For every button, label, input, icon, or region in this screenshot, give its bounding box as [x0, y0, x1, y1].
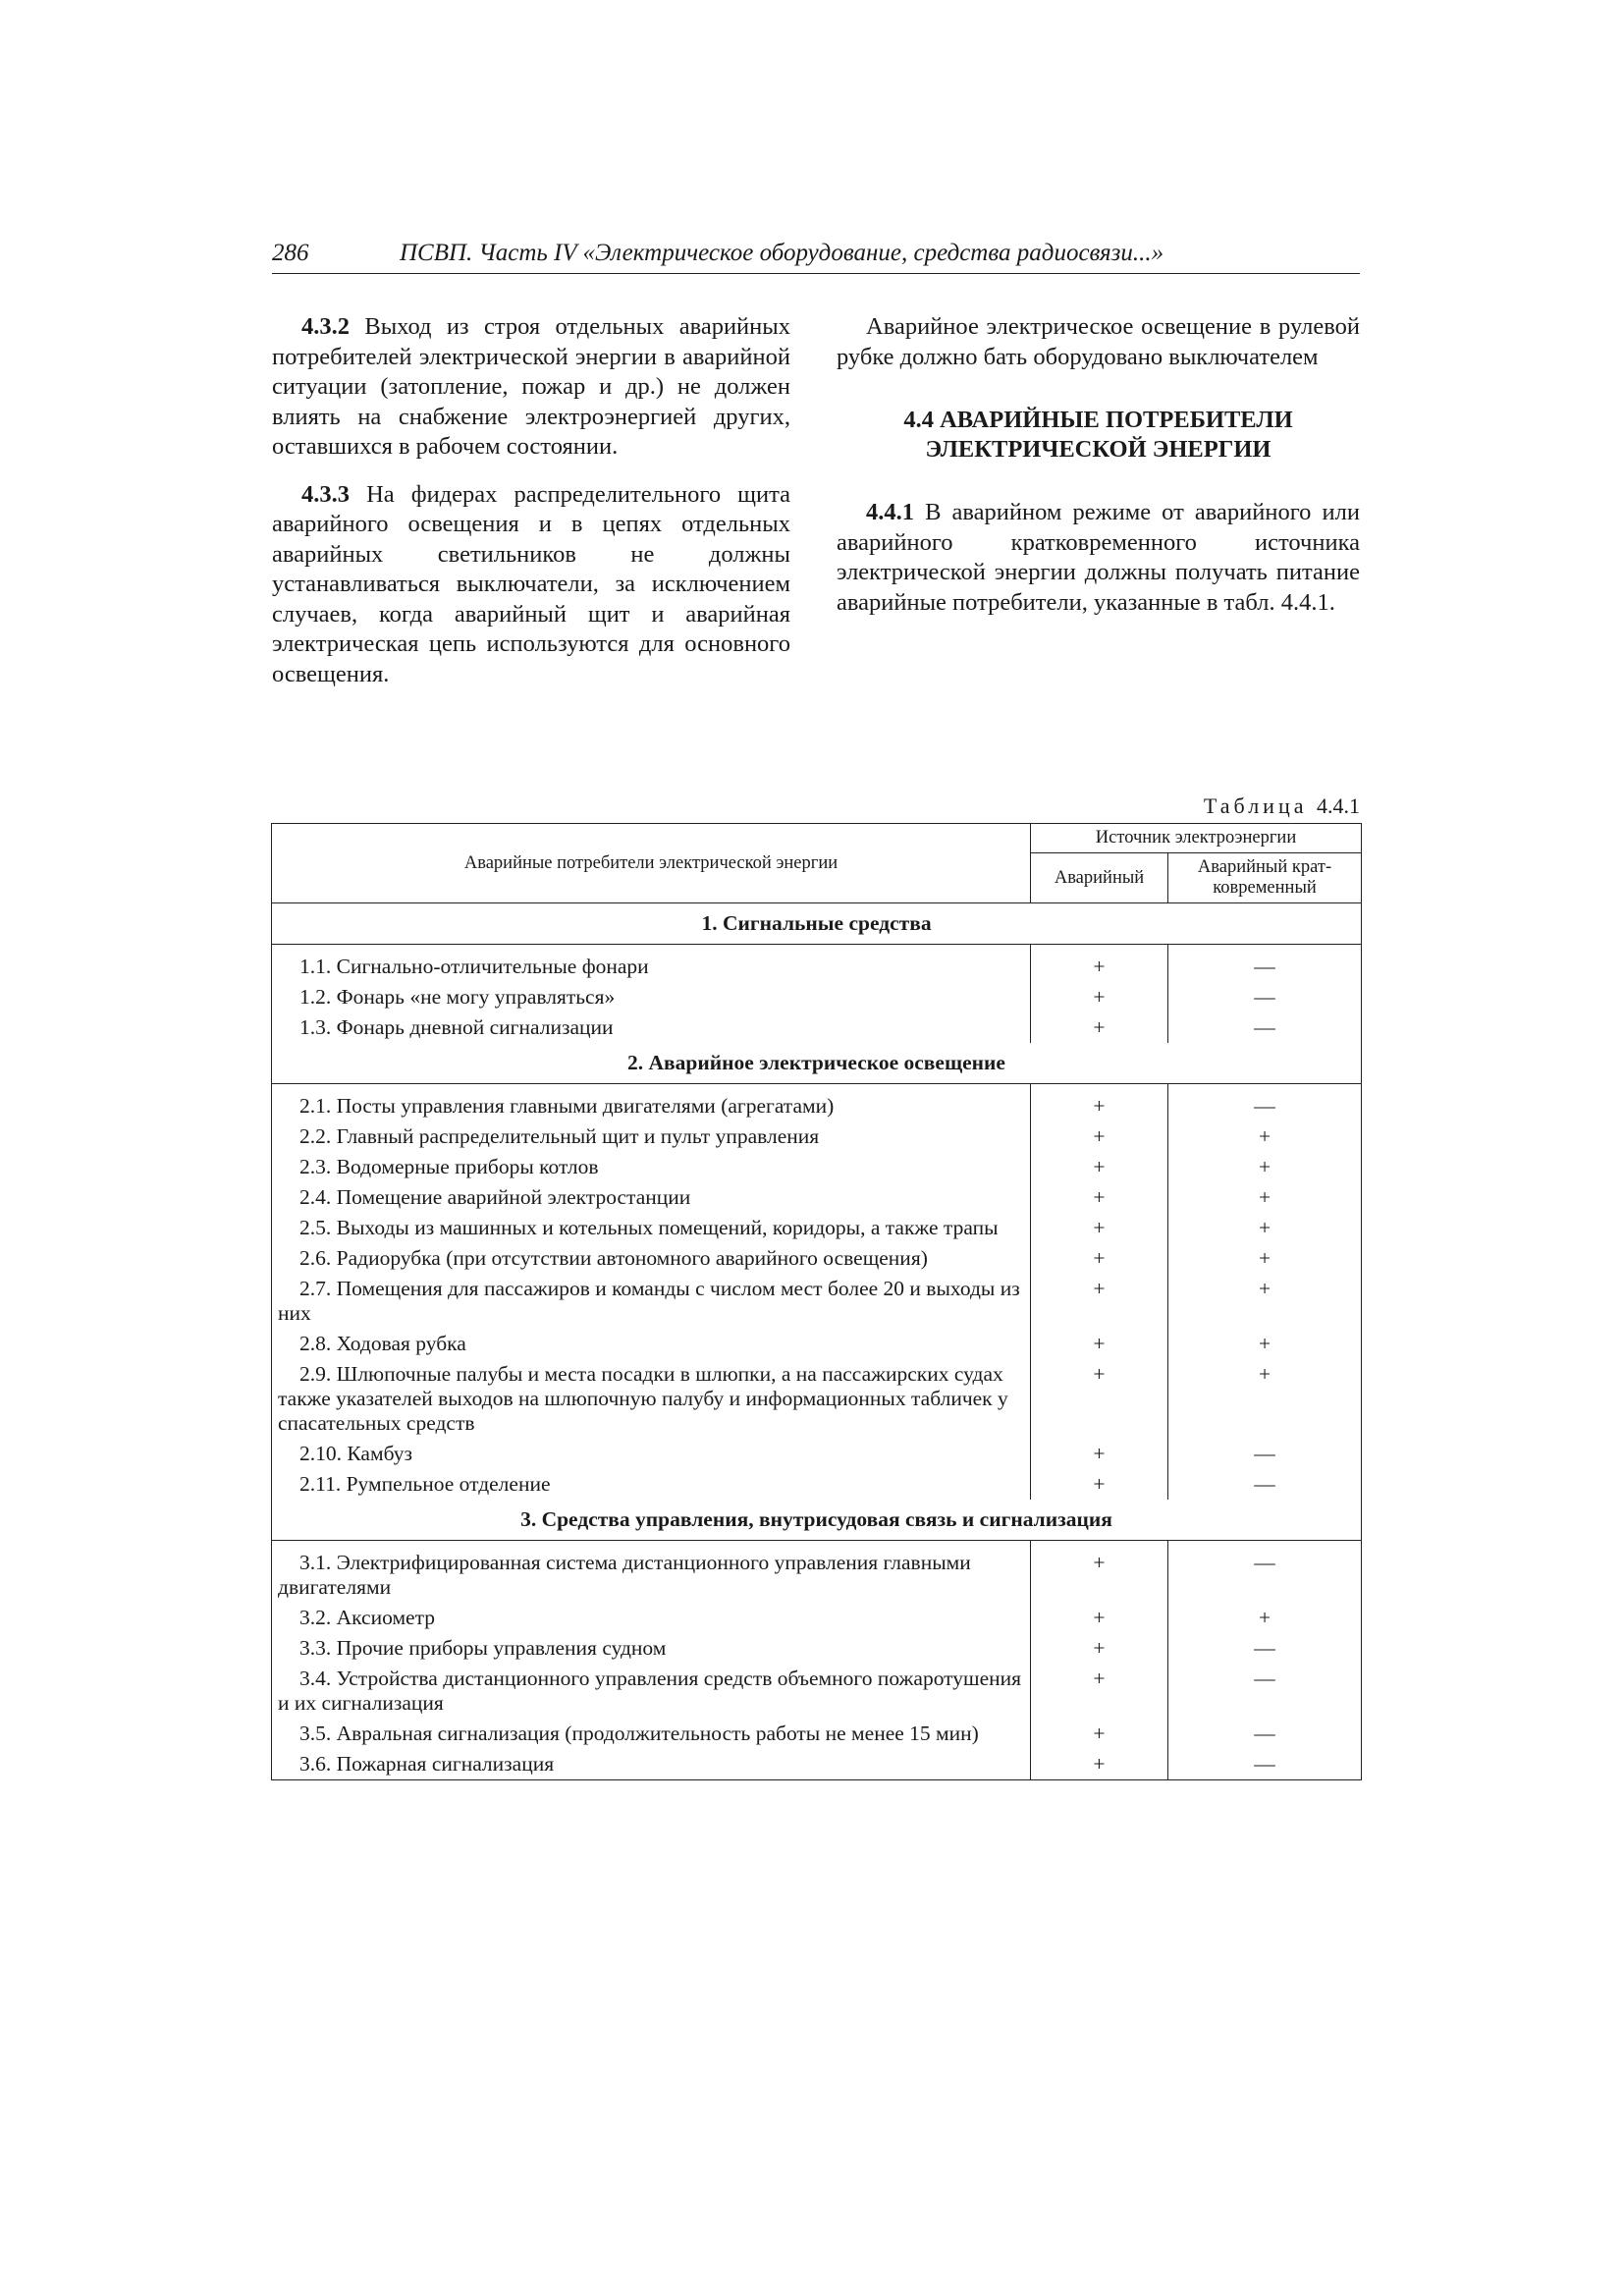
- heading-line: 4.4 АВАРИЙНЫЕ ПОТРЕБИТЕЛИ: [903, 407, 1293, 433]
- consumer-name: 3.4. Устройства дистанционного управления средств объемного пожаротушения и их сигнализация: [272, 1664, 1031, 1719]
- emergency-source-mark: +: [1031, 1359, 1168, 1439]
- emergency-source-mark: +: [1031, 945, 1168, 983]
- consumer-name: 3.6. Пожарная сигнализация: [272, 1749, 1031, 1780]
- consumer-name: 2.6. Радиорубка (при отсутствии автономного аварийного освещения): [272, 1243, 1031, 1274]
- short-term-source-mark: —: [1254, 985, 1275, 1009]
- table-row: [272, 1182, 1362, 1213]
- emergency-source-mark: +: [1031, 1541, 1168, 1604]
- short-term-source-mark: +: [1258, 1124, 1271, 1148]
- short-term-source-mark: —: [1254, 1015, 1275, 1039]
- running-title: ПСВП. Часть IV «Электрическое оборудование, средства радиосвязи...»: [400, 240, 1164, 266]
- table-row: [272, 1329, 1362, 1359]
- paragraph-lighting-switch: Аварийное электрическое освещение в рулевой рубке должно бать оборудовано выключателем: [837, 313, 1360, 370]
- consumer-name: 2.4. Помещение аварийной электростанции: [272, 1182, 1031, 1213]
- short-term-source-mark: +: [1258, 1185, 1271, 1209]
- table-row: [272, 1749, 1362, 1780]
- table-row: [272, 1152, 1362, 1182]
- clause-text: В аварийном режиме от аварийного или аварийного кратковременного источника электрической энергии должны получать питание аварийные потребители, указанные в табл. 4.4.1.: [837, 499, 1360, 616]
- emergency-source-mark: +: [1031, 1182, 1168, 1213]
- consumer-name: 2.2. Главный распределительный щит и пульт управления: [272, 1121, 1031, 1152]
- short-term-source-mark: —: [1254, 1636, 1275, 1660]
- consumer-name: 2.5. Выходы из машинных и котельных помещений, коридоры, а также трапы: [272, 1213, 1031, 1243]
- emergency-source-mark: +: [1031, 1469, 1168, 1500]
- header-emergency-short-term: Аварийный кратковременный: [1168, 853, 1362, 903]
- table-row: [272, 1439, 1362, 1469]
- short-term-source-mark: +: [1258, 1606, 1271, 1629]
- page-number: 286: [272, 240, 309, 266]
- short-term-source-mark: +: [1258, 1155, 1271, 1178]
- short-term-source-mark: +: [1258, 1332, 1271, 1355]
- table-row: [272, 1213, 1362, 1243]
- table-row: [272, 1121, 1362, 1152]
- short-term-source-mark: +: [1258, 1216, 1271, 1239]
- emergency-source-mark: +: [1031, 1749, 1168, 1780]
- paragraph-4-3-3: [272, 480, 790, 690]
- table-row: [272, 1719, 1362, 1749]
- table-caption-word: Таблица: [1203, 793, 1308, 818]
- paragraph-4-3-2: [272, 312, 790, 463]
- header-consumers: Аварийные потребители электрической энергии: [272, 824, 1031, 903]
- consumer-name: 3.1. Электрифицированная система дистанционного управления главными двигателями: [272, 1541, 1031, 1604]
- emergency-source-mark: +: [1031, 1719, 1168, 1749]
- consumer-name: 1.2. Фонарь «не могу управляться»: [272, 982, 1031, 1012]
- short-term-source-mark: —: [1254, 1472, 1275, 1496]
- table-body: [272, 903, 1362, 1780]
- consumers-table-wrapper: [271, 823, 1361, 1780]
- consumers-table: [271, 823, 1362, 1780]
- consumer-name: 1.3. Фонарь дневной сигнализации: [272, 1012, 1031, 1043]
- emergency-source-mark: +: [1031, 1084, 1168, 1122]
- table-caption: [1031, 793, 1360, 819]
- emergency-source-mark: +: [1031, 1243, 1168, 1274]
- consumer-name: 1.1. Сигнально-отличительные фонари: [272, 945, 1031, 983]
- section-title: 2. Аварийное электрическое освещение: [272, 1043, 1362, 1084]
- table-row: [272, 1541, 1362, 1604]
- short-term-source-mark: —: [1254, 1442, 1275, 1465]
- running-header: [272, 240, 1360, 274]
- emergency-source-mark: +: [1031, 1213, 1168, 1243]
- section-row: [272, 903, 1362, 945]
- table-row: [272, 1603, 1362, 1633]
- short-term-source-mark: —: [1254, 1094, 1275, 1118]
- short-term-source-mark: —: [1254, 1551, 1275, 1574]
- short-term-source-mark: +: [1258, 1362, 1271, 1386]
- table-row: [272, 1664, 1362, 1719]
- section-title: 3. Средства управления, внутрисудовая связь и сигнализация: [272, 1500, 1362, 1541]
- emergency-source-mark: +: [1031, 1633, 1168, 1664]
- consumer-name: 2.9. Шлюпочные палубы и места посадки в шлюпки, а на пассажирских судах также указателей выходов на шлюпочную палубу и информационных табличек у спасательных средств: [272, 1359, 1031, 1439]
- consumer-name: 3.3. Прочие приборы управления судном: [272, 1633, 1031, 1664]
- consumer-name: 2.7. Помещения для пассажиров и команды с числом мест более 20 и выходы из них: [272, 1274, 1031, 1329]
- table-row: [272, 1633, 1362, 1664]
- section-heading-4-4: [837, 406, 1360, 465]
- emergency-source-mark: +: [1031, 982, 1168, 1012]
- emergency-source-mark: +: [1031, 1121, 1168, 1152]
- short-term-source-mark: —: [1254, 1722, 1275, 1745]
- paragraph-4-4-1: [837, 498, 1360, 618]
- clause-text: Выход из строя отдельных аварийных потребителей электрической энергии в аварийной ситуации (затопление, пожар и др.) не должен влиять на снабжение электроэнергией других, оставшихся в рабочем состоянии.: [272, 313, 790, 460]
- short-term-source-mark: —: [1254, 1752, 1275, 1776]
- emergency-source-mark: +: [1031, 1664, 1168, 1719]
- emergency-source-mark: +: [1031, 1012, 1168, 1043]
- table-row: [272, 982, 1362, 1012]
- emergency-source-mark: +: [1031, 1439, 1168, 1469]
- emergency-source-mark: +: [1031, 1603, 1168, 1633]
- header-source: Источник электроэнергии: [1031, 824, 1362, 853]
- consumer-name: 2.8. Ходовая рубка: [272, 1329, 1031, 1359]
- short-term-source-mark: —: [1254, 1667, 1275, 1690]
- table-row: [272, 1012, 1362, 1043]
- section-row: [272, 1500, 1362, 1541]
- section-title: 1. Сигнальные средства: [272, 903, 1362, 945]
- consumer-name: 2.10. Камбуз: [272, 1439, 1031, 1469]
- table-row: [272, 1084, 1362, 1122]
- section-row: [272, 1043, 1362, 1084]
- emergency-source-mark: +: [1031, 1152, 1168, 1182]
- header-emergency: Аварийный: [1031, 853, 1168, 903]
- consumer-name: 2.1. Посты управления главными двигателями (агрегатами): [272, 1084, 1031, 1122]
- consumer-name: 3.5. Авральная сигнализация (продолжительность работы не менее 15 мин): [272, 1719, 1031, 1749]
- left-column: [272, 312, 790, 689]
- short-term-source-mark: —: [1254, 955, 1275, 978]
- consumer-name: 2.3. Водомерные приборы котлов: [272, 1152, 1031, 1182]
- clause-number: 4.4.1: [866, 499, 914, 525]
- clause-number: 4.3.2: [301, 313, 350, 340]
- table-row: [272, 1469, 1362, 1500]
- emergency-source-mark: +: [1031, 1329, 1168, 1359]
- consumer-name: 2.11. Румпельное отделение: [272, 1469, 1031, 1500]
- clause-number: 4.3.3: [301, 480, 350, 508]
- table-caption-number: 4.4.1: [1317, 793, 1360, 818]
- heading-line: ЭЛЕКТРИЧЕСКОЙ ЭНЕРГИИ: [925, 436, 1271, 463]
- emergency-source-mark: +: [1031, 1274, 1168, 1329]
- table-row: [272, 1359, 1362, 1439]
- table-row: [272, 1274, 1362, 1329]
- short-term-source-mark: +: [1258, 1246, 1271, 1270]
- clause-text: На фидерах распределительного щита аварийного освещения и в цепях отдельных аварийных светильников не должны устанавливаться выключатели, за исключением случаев, когда аварийный щит и аварийная электрическая цепь используются для основного освещения.: [272, 480, 790, 687]
- right-column: [837, 312, 1360, 618]
- table-row: [272, 945, 1362, 983]
- short-term-source-mark: +: [1258, 1277, 1271, 1300]
- consumer-name: 3.2. Аксиометр: [272, 1603, 1031, 1633]
- table-row: [272, 1243, 1362, 1274]
